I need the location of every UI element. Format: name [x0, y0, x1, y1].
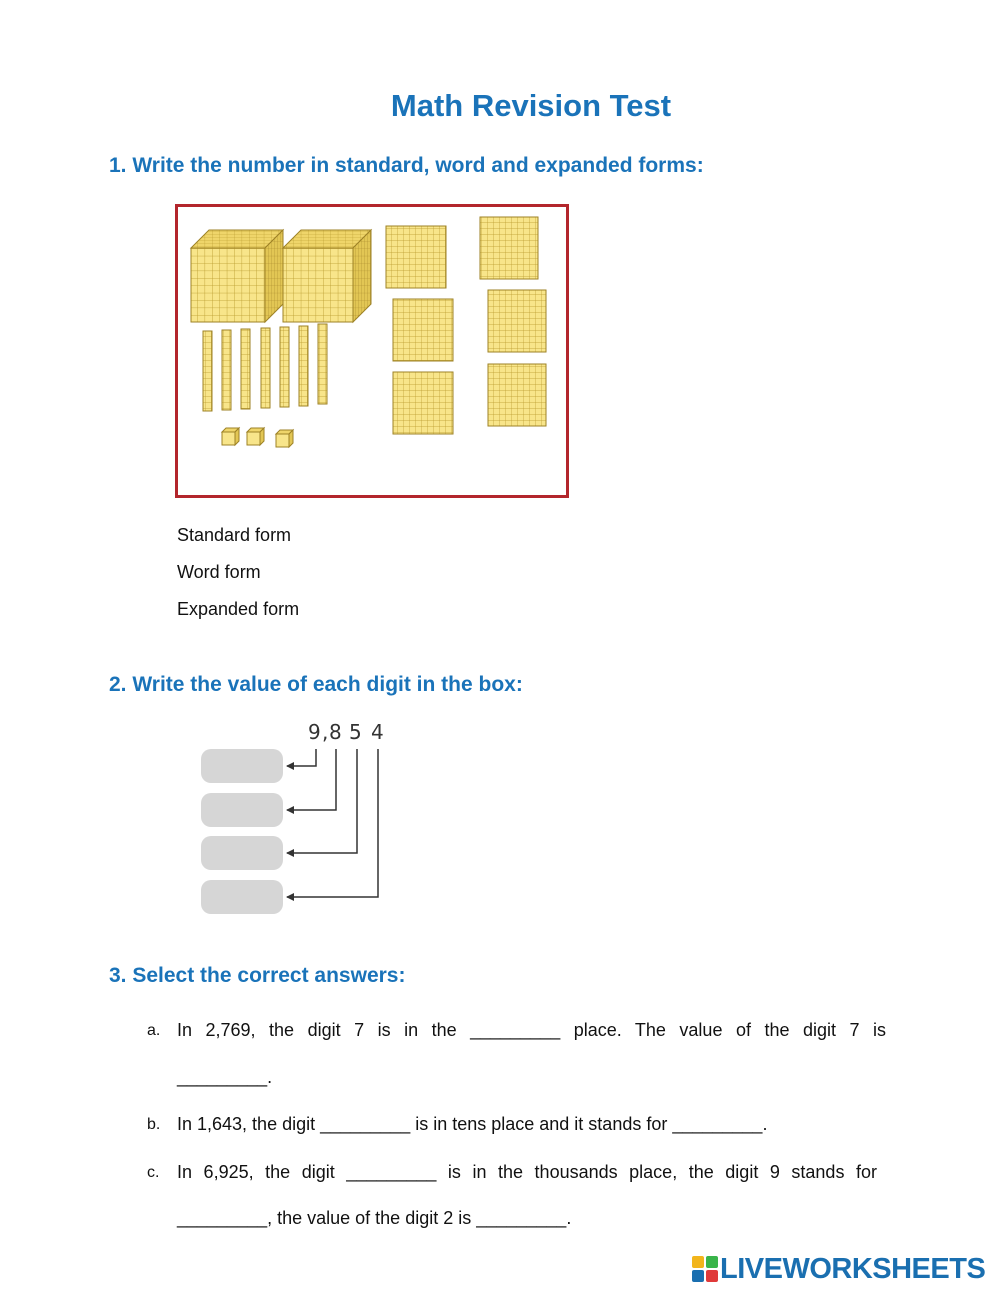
hundred-flat	[386, 226, 446, 288]
base-ten-blocks-picture	[175, 204, 570, 499]
hundred-flat	[393, 299, 453, 361]
digit-comma: ,	[322, 720, 329, 744]
item-b-line1: In 1,643, the digit _________ is in tens place and it stands for _________.	[177, 1114, 768, 1134]
hundred-flat	[488, 290, 546, 352]
digit-8: 8	[329, 720, 342, 744]
question-3-heading: 3. Select the correct answers:	[109, 964, 406, 987]
question-2-heading: 2. Write the value of each digit in the box:	[109, 673, 523, 696]
arrow-thousands	[287, 749, 316, 766]
item-b-letter: b.	[147, 1116, 161, 1133]
hundred-flat	[393, 372, 453, 434]
digit-5: 5	[349, 720, 362, 744]
digit-9: 9	[308, 720, 321, 744]
expanded-form-label: Expanded form	[177, 599, 300, 619]
item-a-line1: In 2,769, the digit 7 is in the _________ place. The value of the digit 7 is	[177, 1020, 886, 1040]
digit-4: 4	[371, 720, 384, 744]
answer-box-hundreds[interactable]	[201, 793, 283, 827]
word-form-label: Word form	[177, 562, 261, 582]
answer-box-ones[interactable]	[201, 880, 283, 914]
arrow-hundreds	[287, 749, 336, 810]
place-value-diagram	[195, 718, 395, 918]
ten-rods	[203, 324, 327, 411]
hundred-flat	[488, 364, 546, 426]
item-c-letter: c.	[147, 1164, 160, 1181]
arrow-ones	[287, 749, 378, 897]
answer-box-tens[interactable]	[201, 836, 283, 870]
standard-form-label: Standard form	[177, 525, 292, 545]
liveworksheets-logo	[692, 1252, 985, 1286]
page-title: Math Revision Test	[390, 88, 672, 123]
answer-box-thousands[interactable]	[201, 749, 283, 783]
item-c-line2: _________, the value of the digit 2 is _________.	[177, 1208, 572, 1228]
arrow-tens	[287, 749, 357, 853]
item-a-line2: _________.	[177, 1067, 273, 1087]
item-c-line1: In 6,925, the digit _________ is in the thousands place, the digit 9 stands for	[177, 1162, 877, 1182]
liveworksheets-logo-text: LIVEWORKSHEETS	[720, 1252, 986, 1285]
one-cubes	[222, 428, 293, 447]
thousand-cube	[283, 230, 371, 322]
question-1-heading: 1. Write the number in standard, word and expanded forms:	[109, 154, 704, 177]
hundred-flat	[480, 217, 538, 279]
item-a-letter: a.	[147, 1022, 161, 1039]
thousand-cube	[191, 230, 283, 322]
liveworksheets-logo-icon	[692, 1256, 718, 1282]
